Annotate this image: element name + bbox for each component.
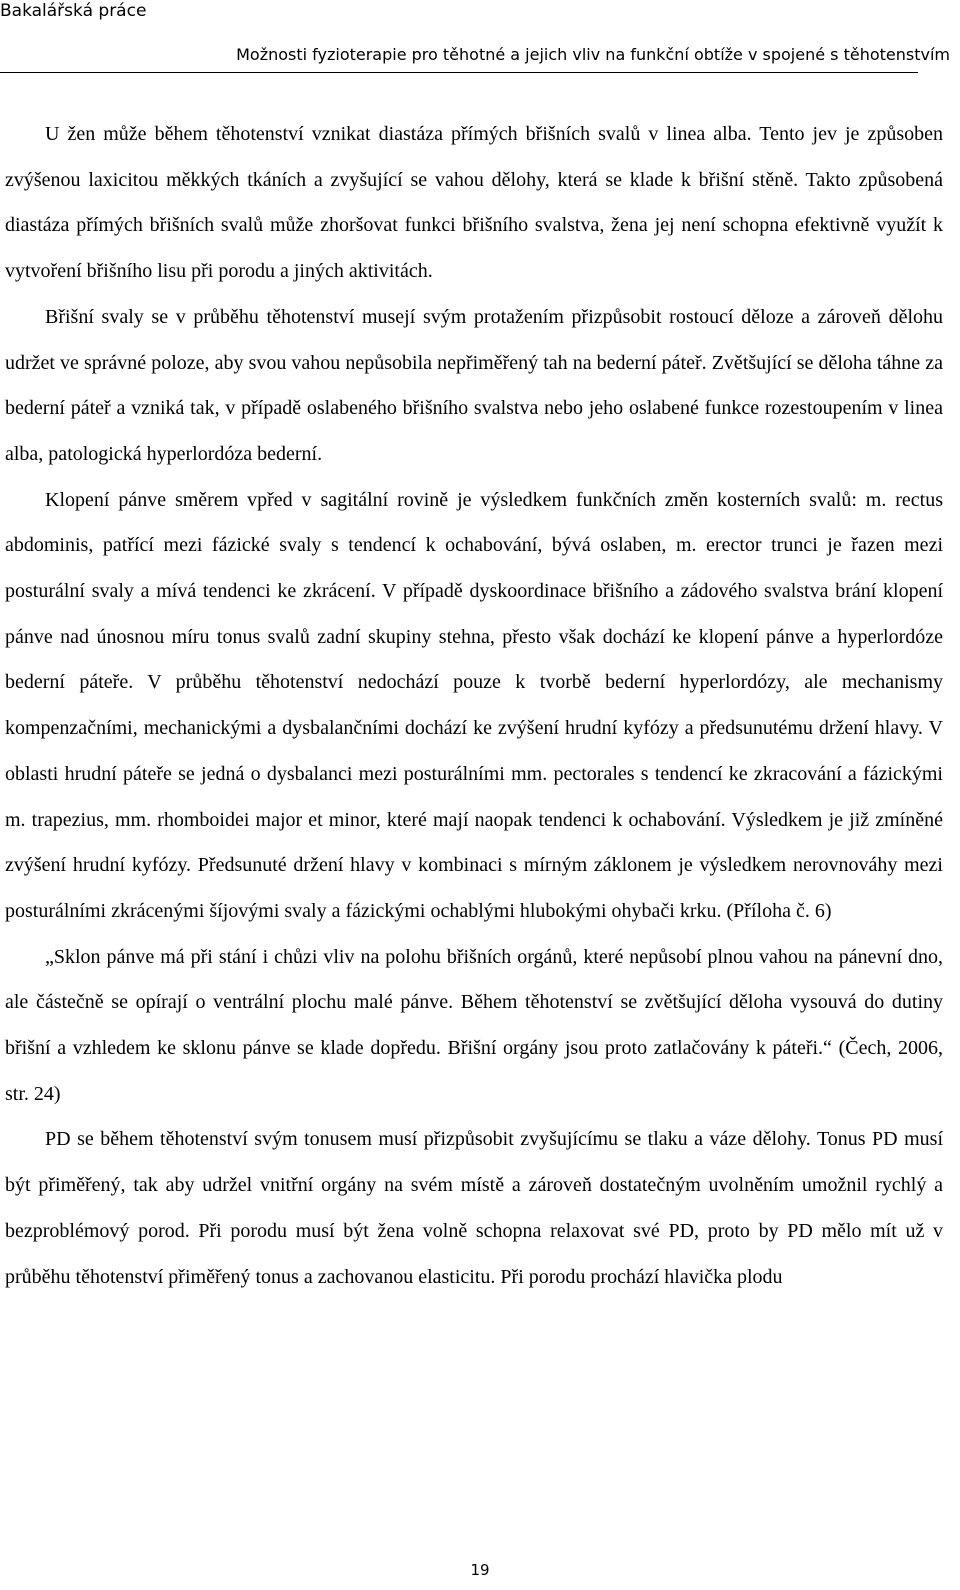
- page-number: 19: [470, 1561, 490, 1579]
- paragraph-abdominal-muscles: Břišní svaly se v průběhu těhotenství musejí svým protažením přizpůsobit rostoucí děloze a zároveň dělohu udržet ve správné poloze, aby svou vahou nepůsobila nepřiměřený tah na bederní páteř. Zvětšující se děloha táhne za bederní páteř a vzniká tak, v případě oslabeného břišního svalstva nebo jeho oslabené funkce rozestoupením v linea alba, patologická hyperlordóza bederní.: [5, 305, 943, 465]
- header-divider: [0, 72, 918, 73]
- paragraph-pelvic-floor: PD se během těhotenství svým tonusem musí přizpůsobit zvyšujícímu se tlaku a váze dělohy. Tonus PD musí být přiměřený, tak aby udržel vnitřní orgány na svém místě a zároveň dostatečným uvolněním umožnil rychlý a bezproblémový porod. Při porodu musí být žena volně schopna relaxovat své PD, proto by PD mělo mít už v průběhu těhotenství přiměřený tonus a zachovanou elasticitu. Při porodu prochází hlavička plodu: [5, 1128, 943, 1288]
- page-header: [0, 0, 960, 80]
- header-document-type: Bakalářská práce: [0, 1, 147, 21]
- body-text: [5, 112, 943, 1300]
- paragraph-diastasis: U žen může během těhotenství vznikat diastáza přímých břišních svalů v linea alba. Tento jev je způsoben zvýšenou laxicitou měkkých tkáních a zvyšující se vahou dělohy, která se klade k břišní stěně. Takto způsobená diastáza přímých břišních svalů může zhoršovat funkci břišního svalstva, žena jej není schopna efektivně využít k vytvoření břišního lisu při porodu a jiných aktivitách.: [5, 123, 943, 283]
- paragraph-pelvic-tilt: Klopení pánve směrem vpřed v sagitální rovině je výsledkem funkčních změn kosterních svalů: m. rectus abdominis, patřící mezi fázické svaly s tendencí k ochabování, bývá oslaben, m. erector trunci je řazen mezi posturální svaly a mívá tendenci ke zkrácení. V případě dyskoordinace břišního a zádového svalstva brání klopení pánve nad únosnou míru tonus svalů zadní skupiny stehna, přesto však dochází ke klopení pánve a hyperlordóze bederní páteře. V průběhu těhotenství nedochází pouze k tvorbě bederní hyperlordózy, ale mechanismy kompenzačními, mechanickými a dysbalančními dochází ke zvýšení hrudní kyfózy a předsunutému držení hlavy. V oblasti hrudní páteře se jedná o dysbalanci mezi posturálními mm. pectorales s tendencí ke zkracování a fázickými m. trapezius, mm. rhomboidei major et minor, které mají naopak tendenci k ochabování. Výsledkem je již zmíněné zvýšení hrudní kyfózy. Předsunuté držení hlavy v kombinaci s mírným záklonem je výsledkem nerovnováhy mezi posturálními zkrácenými šíjovými svaly a fázickými ochablými hlubokými ohybači krku. (Příloha č. 6): [5, 488, 943, 922]
- paragraph-quotation: „Sklon pánve má při stání i chůzi vliv na polohu břišních orgánů, které nepůsobí plnou vahou na pánevní dno, ale částečně se opírají o ventrální plochu malé pánve. Během těhotenství se zvětšující děloha vysouvá do dutiny břišní a vzhledem ke sklonu pánve se klade dopředu. Břišní orgány jsou proto zatlačovány k páteři.“ (Čech, 2006, str. 24): [5, 945, 943, 1105]
- header-thesis-title: Možnosti fyzioterapie pro těhotné a jejich vliv na funkční obtíže v spojené s těhotenstvím: [236, 45, 950, 64]
